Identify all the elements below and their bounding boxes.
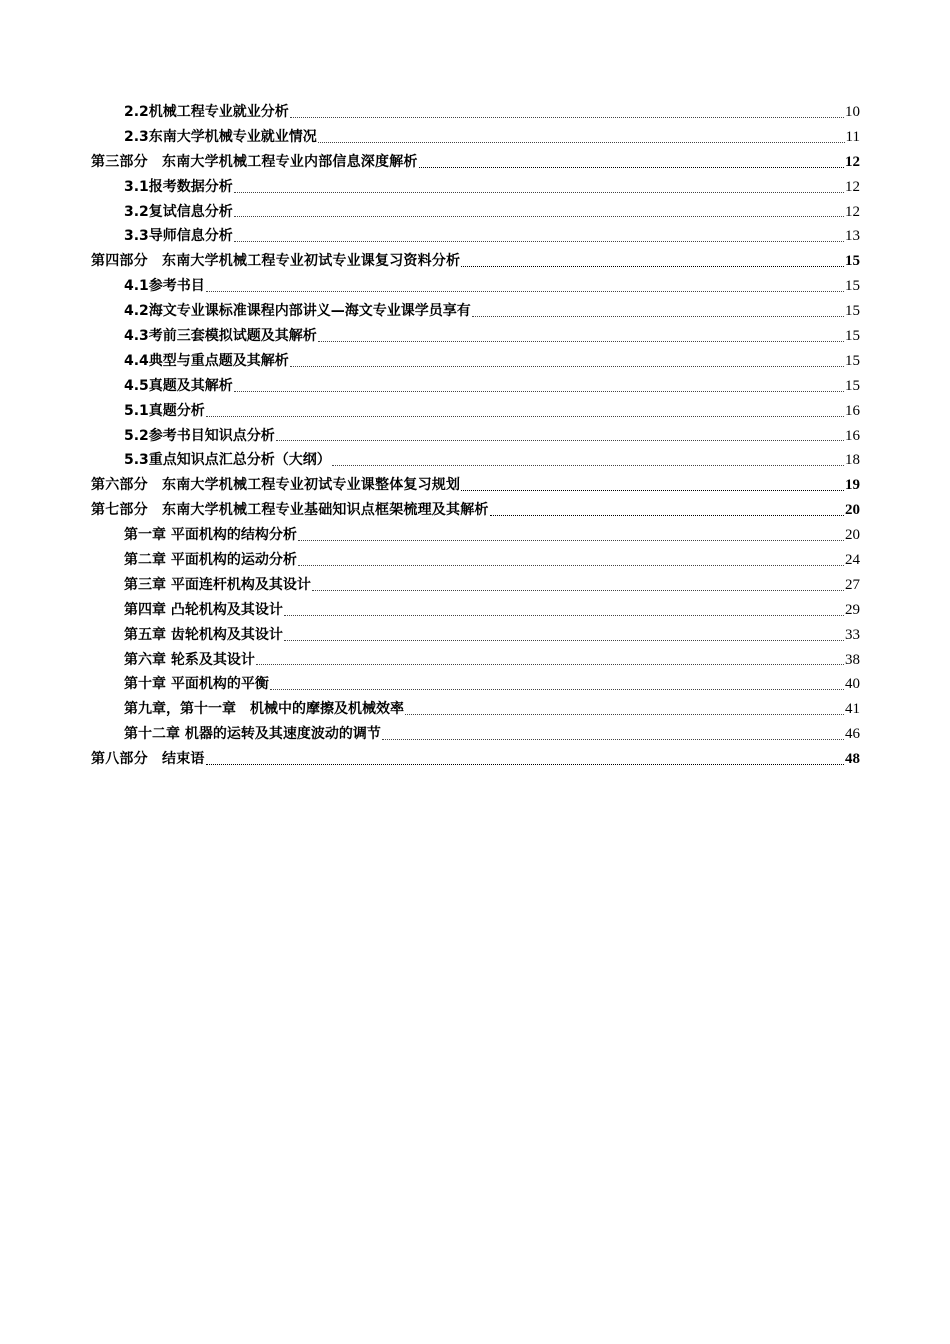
toc-entry-page: 16: [845, 427, 860, 444]
toc-entry-label: 3.3导师信息分析: [124, 228, 233, 245]
dot-leader: [284, 639, 844, 641]
toc-section-page: 48: [845, 751, 860, 768]
toc-entry-page: 33: [845, 626, 860, 643]
toc-entry-page: 20: [845, 527, 860, 544]
toc-entry[interactable]: [91, 125, 860, 150]
toc-entry-label: 3.1报考数据分析: [124, 178, 233, 195]
dot-leader: [206, 290, 844, 292]
toc-entry[interactable]: [91, 299, 860, 324]
toc-entry-label: 第十二章 机器的运转及其速度波动的调节: [124, 726, 381, 743]
toc-section-label: 第四部分 东南大学机械工程专业初试专业课复习资料分析: [91, 253, 461, 270]
toc-entry-label: 4.4典型与重点题及其解析: [124, 352, 289, 369]
toc-entry-label: 第十章 平面机构的平衡: [124, 676, 269, 693]
toc-section-label: 第六部分 东南大学机械工程专业初试专业课整体复习规划: [91, 477, 461, 494]
toc-entry-page: 40: [845, 676, 860, 693]
toc-entry-label: 第五章 齿轮机构及其设计: [124, 626, 283, 643]
dot-leader: [419, 166, 844, 168]
toc-entry[interactable]: [91, 648, 860, 673]
toc-entry-page: 15: [845, 328, 860, 345]
toc-entry-label: 4.1参考书目: [124, 278, 205, 295]
dot-leader: [256, 663, 844, 665]
toc-entry-page: 15: [845, 303, 860, 320]
toc-entry[interactable]: [91, 448, 860, 473]
dot-leader: [284, 614, 844, 616]
toc-entry-label: 第六章 轮系及其设计: [124, 651, 255, 668]
toc-entry[interactable]: [91, 324, 860, 349]
toc-entry-page: 10: [845, 104, 860, 120]
toc-entry[interactable]: [91, 349, 860, 374]
dot-leader: [234, 215, 844, 217]
toc-section[interactable]: [91, 498, 860, 523]
dot-leader: [490, 514, 844, 516]
toc-entry-label: 5.1真题分析: [124, 402, 205, 419]
toc-entry-label: 4.2海文专业课标准课程内部讲义—海文专业课学员享有: [124, 303, 471, 320]
toc-entry[interactable]: [91, 722, 860, 747]
toc-entry-label: 第二章 平面机构的运动分析: [124, 552, 297, 569]
toc-entry[interactable]: [91, 374, 860, 399]
toc-section[interactable]: [91, 249, 860, 274]
toc-section-label: 第三部分 东南大学机械工程专业内部信息深度解析: [91, 153, 418, 170]
toc-section[interactable]: [91, 747, 860, 772]
table-of-contents: [91, 100, 860, 772]
toc-entry-label: 第三章 平面连杆机构及其设计: [124, 576, 311, 593]
toc-entry[interactable]: [91, 399, 860, 424]
toc-entry[interactable]: [91, 697, 860, 722]
toc-entry[interactable]: [91, 224, 860, 249]
toc-entry-page: 15: [845, 278, 860, 295]
toc-entry-page: 12: [845, 178, 860, 195]
toc-section[interactable]: [91, 150, 860, 175]
toc-entry[interactable]: [91, 424, 860, 449]
toc-section-page: 20: [845, 502, 860, 519]
toc-section[interactable]: [91, 473, 860, 498]
dot-leader: [472, 315, 844, 317]
toc-entry-page: 15: [845, 377, 860, 394]
toc-entry-page: 16: [845, 402, 860, 419]
toc-entry[interactable]: [91, 175, 860, 200]
toc-entry-page: 41: [845, 701, 860, 718]
toc-entry-label: 4.5真题及其解析: [124, 377, 233, 394]
dot-leader: [270, 688, 844, 690]
toc-section-label: 第八部分 结束语: [91, 751, 205, 768]
dot-leader: [298, 539, 844, 541]
toc-section-page: 15: [845, 253, 860, 270]
dot-leader: [290, 116, 844, 118]
dot-leader: [318, 340, 844, 342]
toc-section-page: 19: [845, 477, 860, 494]
toc-entry-page: 24: [845, 552, 860, 569]
toc-entry[interactable]: [91, 598, 860, 623]
toc-entry-page: 15: [845, 352, 860, 369]
toc-entry[interactable]: [91, 100, 860, 125]
toc-entry-page: 29: [845, 601, 860, 618]
toc-entry[interactable]: [91, 523, 860, 548]
toc-entry-page: 13: [845, 228, 860, 245]
toc-entry-page: 46: [845, 726, 860, 743]
toc-entry[interactable]: [91, 548, 860, 573]
dot-leader: [234, 191, 844, 193]
dot-leader: [234, 390, 844, 392]
dot-leader: [312, 589, 844, 591]
toc-entry-page: 11: [845, 128, 860, 145]
toc-entry-label: 2.3东南大学机械专业就业情况: [124, 128, 317, 145]
toc-entry-label: 5.3重点知识点汇总分析（大纲）: [124, 452, 331, 469]
toc-section-label: 第七部分 东南大学机械工程专业基础知识点框架梳理及其解析: [91, 502, 489, 519]
toc-entry-page: 12: [845, 203, 860, 220]
toc-entry[interactable]: [91, 200, 860, 225]
dot-leader: [290, 365, 844, 367]
toc-entry[interactable]: [91, 573, 860, 598]
toc-entry-label: 5.2参考书目知识点分析: [124, 427, 275, 444]
dot-leader: [206, 763, 844, 765]
dot-leader: [276, 439, 844, 441]
toc-entry[interactable]: [91, 274, 860, 299]
toc-entry-label: 2.2机械工程专业就业分析: [124, 104, 289, 120]
dot-leader: [318, 141, 845, 143]
dot-leader: [405, 713, 844, 715]
toc-entry-label: 第九章，第十一章 机械中的摩擦及机械效率: [124, 701, 404, 718]
toc-section-page: 12: [845, 153, 860, 170]
toc-entry-label: 第四章 凸轮机构及其设计: [124, 601, 283, 618]
toc-entry-page: 27: [845, 576, 860, 593]
dot-leader: [461, 489, 844, 491]
dot-leader: [234, 240, 844, 242]
toc-entry-page: 38: [845, 651, 860, 668]
dot-leader: [382, 738, 844, 740]
dot-leader: [298, 564, 844, 566]
toc-entry[interactable]: [91, 623, 860, 648]
toc-entry-label: 4.3考前三套模拟试题及其解析: [124, 328, 317, 345]
toc-entry-label: 第一章 平面机构的结构分析: [124, 527, 297, 544]
toc-entry-label: 3.2复试信息分析: [124, 203, 233, 220]
toc-entry-page: 18: [845, 452, 860, 469]
dot-leader: [332, 464, 844, 466]
dot-leader: [461, 265, 844, 267]
toc-entry[interactable]: [91, 672, 860, 697]
dot-leader: [206, 415, 844, 417]
